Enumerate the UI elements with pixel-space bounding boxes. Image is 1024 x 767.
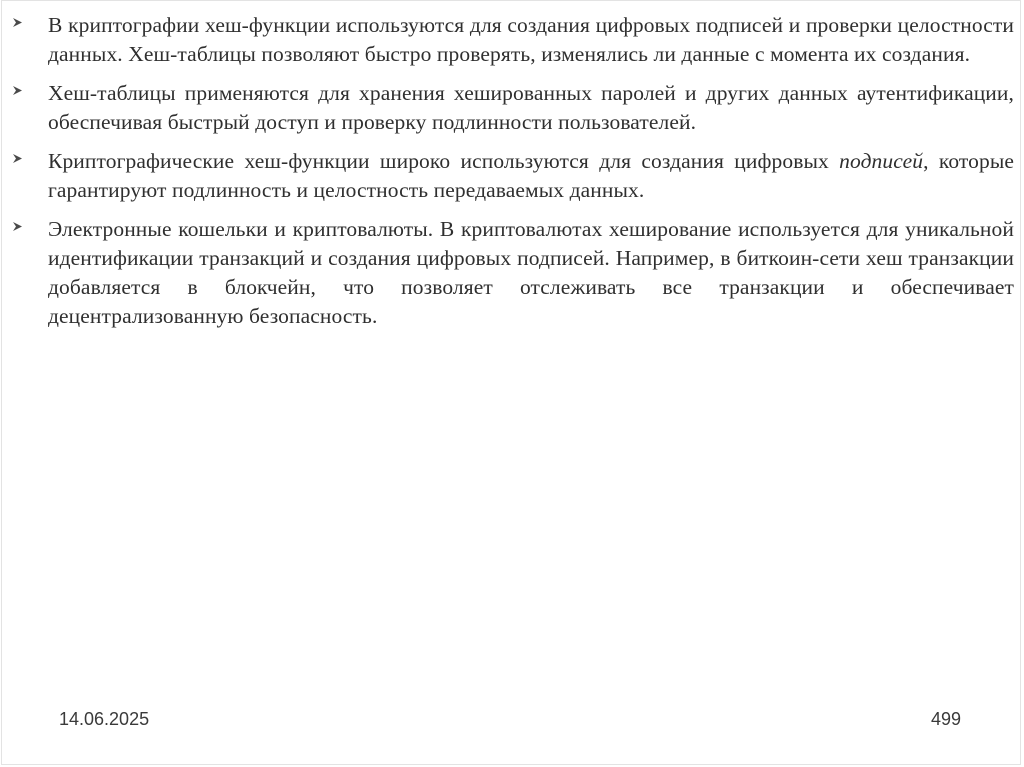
arrowhead-bullet-icon <box>12 85 23 96</box>
bullet-text <box>48 147 1014 205</box>
list-item <box>2 11 1024 69</box>
arrowhead-bullet-icon <box>12 153 23 164</box>
bullet-text: Хеш-таблицы применяются для хранения хешированных паролей и других данных аутентификации, обеспечивая быстрый доступ и проверку подлинности пользователей. <box>48 81 1014 134</box>
bullet-text-italic: подписей <box>839 149 924 173</box>
bullet-text-part: , которые гарантируют подлинность и целостность передаваемых данных. <box>48 149 1015 202</box>
arrowhead-bullet-icon <box>12 221 23 232</box>
arrowhead-bullet-icon <box>12 17 23 28</box>
bullet-text-part: Криптографические хеш-функции широко используются для создания цифровых <box>48 149 840 173</box>
footer-date: 14.06.2025 <box>59 709 150 729</box>
bullet-list <box>2 11 1024 341</box>
list-item <box>2 79 1024 137</box>
page-number: 499 <box>931 709 962 729</box>
bullet-text: В криптографии хеш-функции используются для создания цифровых подписей и проверки целостности данных. Хеш-таблицы позволяют быстро проверять, изменялись ли данные с момента их создания. <box>48 13 1014 66</box>
list-item <box>2 215 1024 331</box>
bullet-text: Электронные кошельки и криптовалюты. В криптовалютах хеширование используется для уникальной идентификации транзакций и создания цифровых подписей. Например, в биткоин-сети хеш транзакции добавляется в блокчейн, что позволяет отслеживать все транзакции и обеспечивает децентрализованную безопасность. <box>48 217 1014 328</box>
list-item <box>2 147 1024 205</box>
slide <box>1 0 1021 765</box>
